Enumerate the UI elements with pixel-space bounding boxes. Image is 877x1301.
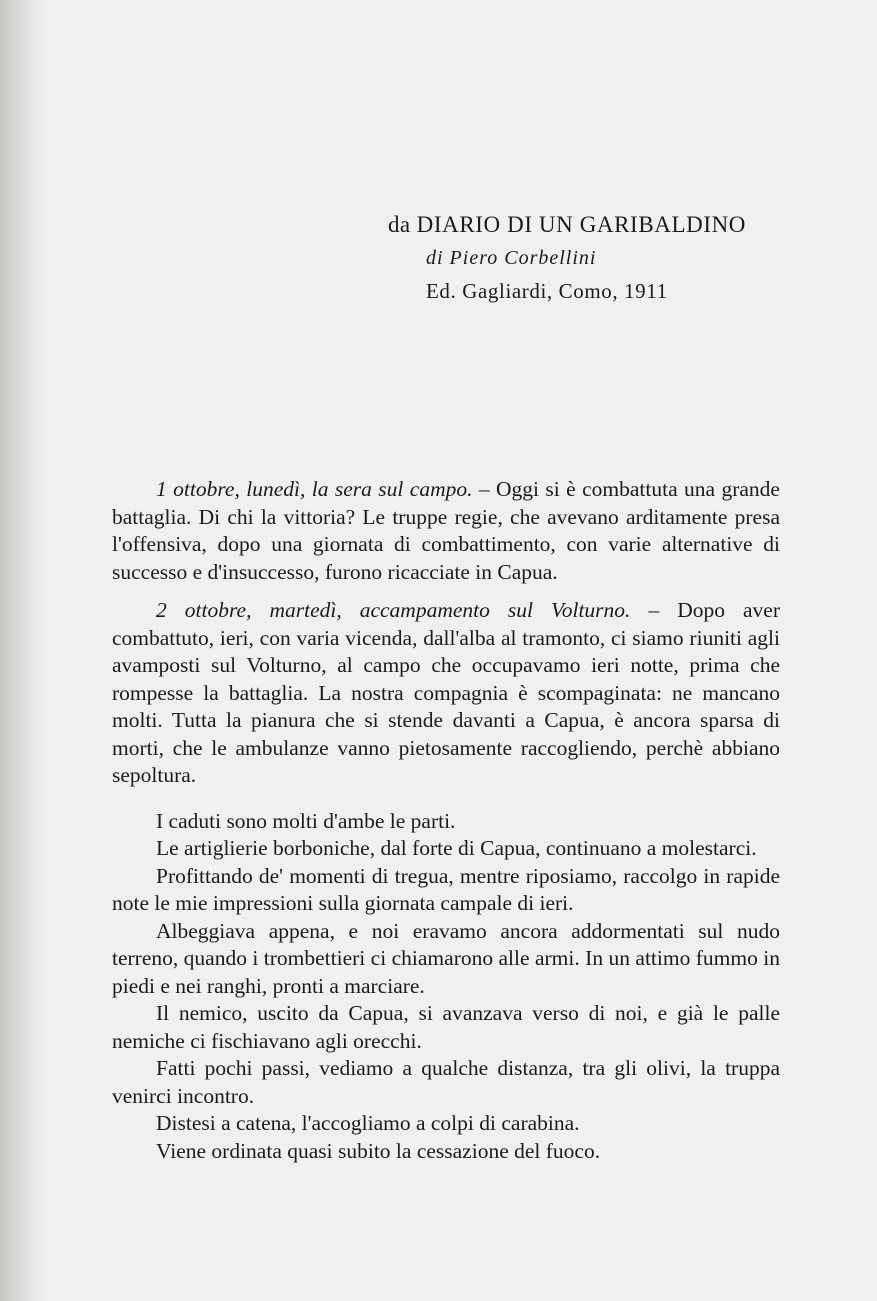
paragraph: Le artiglierie borboniche, dal forte di Capua, continuano a molestarci. — [156, 836, 757, 860]
header-title: DIARIO DI UN GARIBALDINO — [416, 212, 747, 237]
header-edition: Ed. Gagliardi, Como, 1911 — [426, 279, 668, 303]
paragraph: Viene ordinata quasi subito la cessazione del fuoco. — [156, 1138, 601, 1163]
diary-entry-1 — [112, 476, 780, 586]
paragraph: Profittando de' momenti di tregua, mentre riposiamo, raccolgo in rapide note le mie impressioni sulla giornata campale di ieri. — [112, 863, 780, 915]
page-spine-shadow — [0, 0, 46, 1301]
paragraph: Albeggiava appena, e noi eravamo ancora addormentati sul nudo terreno, quando i trombettieri ci chiamarono alle armi. In un attimo fummo in piedi e nei ranghi, pronti a marciare. — [112, 918, 780, 998]
diary-entry-2 — [112, 597, 780, 790]
paragraph: I caduti sono molti d'ambe le parti. — [156, 808, 456, 833]
book-header — [388, 208, 848, 308]
header-prefix: da — [388, 212, 411, 237]
paragraph: Il nemico, uscito da Capua, si avanzava verso di noi, e già le palle nemiche ci fischiavano agli orecchi. — [112, 1001, 780, 1053]
entry-text: – Dopo aver combattuto, ieri, con varia vicenda, dall'alba al tramonto, ci siamo riuniti agli avamposti sul Volturno, al campo che occupavamo ieri notte, prima che rompesse la battaglia. La nostra compagnia è scompaginata: ne mancano molti. Tutta la pianura che si stende davanti a Capua, è ancora sparsa di morti, che le ambulanze vanno pietosamente raccogliendo, perchè abbiano sepoltura. — [112, 598, 780, 787]
diary-text — [112, 476, 780, 1165]
header-title-line — [388, 208, 848, 242]
entry-text: – Oggi si è combattuta una grande battaglia. Di chi la vittoria? Le truppe regie, che avevano arditamente presa l'offensiva, dopo una giornata di combattimento, con varie alternative di successo e d'insuccesso, furono ricacciate in Capua. — [112, 477, 780, 584]
entry-date: 2 ottobre, martedì, accampamento sul Volturno. — [156, 598, 631, 622]
paragraph: Fatti pochi passi, vediamo a qualche distanza, tra gli olivi, la truppa venirci incontro. — [112, 1056, 780, 1108]
entry-date: 1 ottobre, lunedì, la sera sul campo. — [156, 477, 473, 501]
header-author: di Piero Corbellini — [426, 247, 597, 269]
paragraph: Distesi a catena, l'accogliamo a colpi di carabina. — [156, 1111, 580, 1135]
